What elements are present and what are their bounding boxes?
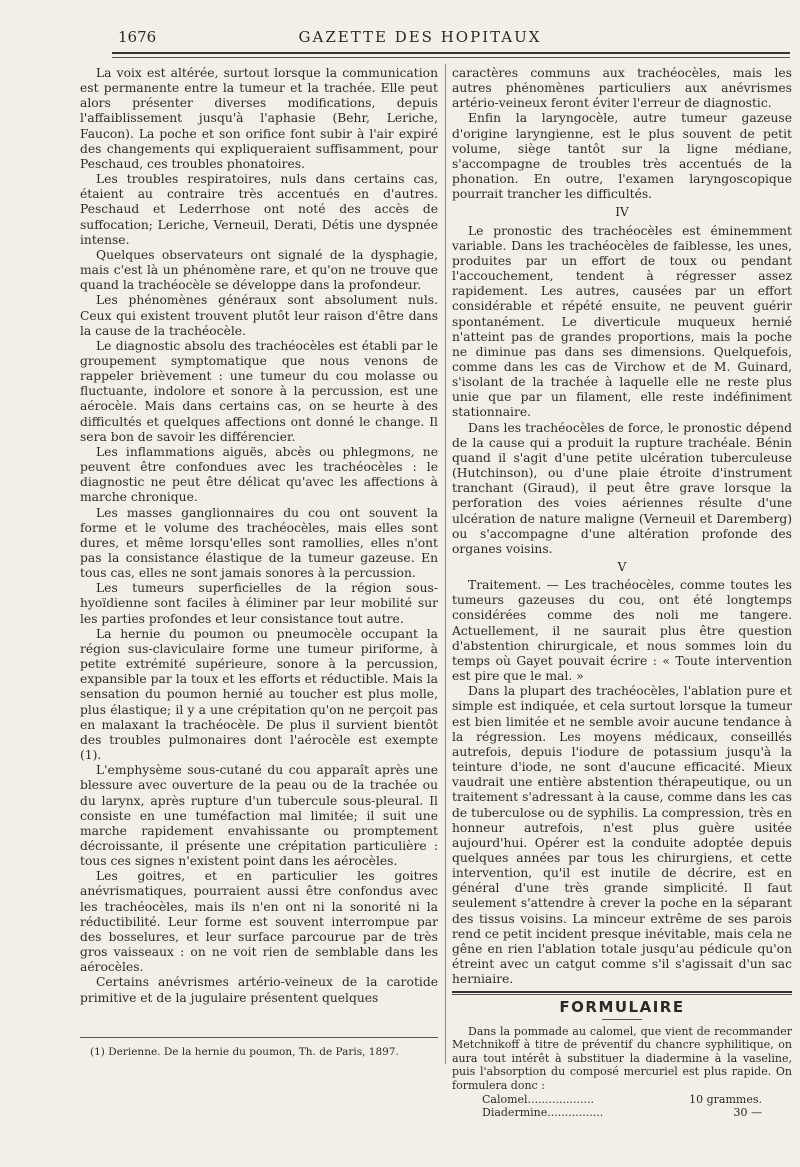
formulaire-underline (602, 1019, 642, 1020)
left-column (80, 66, 438, 1006)
header-rule (112, 52, 790, 54)
section-number-iv: IV (615, 205, 629, 220)
running-title: GAZETTE DES HOPITAUX (298, 28, 542, 46)
paragraph: Certains anévrismes artério-veineux de la carotide primitive et de la jugulaire présentent quelques (80, 975, 438, 1005)
ingredient-quantity: 10 grammes. (689, 1092, 762, 1106)
ingredient-name: Calomel................... (482, 1092, 595, 1106)
section-number-v: V (617, 560, 627, 574)
paragraph: Les inflammations aiguës, abcès ou phlegmons, ne peuvent être confondues avec les trachéocèles : le diagnostic ne peut être délicat qu'avec les affections à marche chronique. (80, 444, 438, 505)
paragraph: La voix est altérée, surtout lorsque la communication est permanente entre la tumeur et la trachée. Elle peut alors présenter diverses modifications, depuis l'affaiblissement jusqu'à l'aphasie (Behr, Leriche, Faucon). La poche et son orifice font subir à l'air expiré des changements qui expliqueraient suffisamment, pour Peschaud, ces troubles phonatoires. (80, 66, 438, 171)
prescription-item (452, 1093, 792, 1107)
paragraph: Les goitres, et en particulier les goitres anévrismatiques, pourraient aussi être confondus avec les trachéocèles, mais ils n'en ont ni la sonorité ni la réductibilité. Leur forme est souvent interrompue par des bosselures, et leur surface parcourue par de très gros vaisseaux : on ne voit rien de semblable dans les aérocèles. (80, 869, 438, 975)
footnote: (1) Derienne. De la hernie du poumon, Th. de Paris, 1897. (90, 1046, 399, 1058)
paragraph: Dans la plupart des trachéocèles, l'ablation pure et simple est indiquée, et cela surtout lorsque la tumeur est bien limitée et ne semble avoir aucune tendance à la régression. Les moyens médicaux, conseillés autrefois, depuis l'iodure de potassium jusqu'à la teinture d'iode, ne sont d'aucune efficacité. Mieux vaudrait une entière abstention thérapeutique, ou un traitement s'adressant à la cause, comme dans les cas de tuberculose ou de syphilis. La compression, très en honneur autrefois, n'est plus guère usitée aujourd'hui. Opérer est la conduite adoptée depuis quelques années par tous les chirurgiens, et cette intervention, qu'il est inutile de décrire, est en général d'une très grande simplicité. Il faut seulement s'attendre à crever la poche en la séparant des tissus voisins. La minceur extrême de ses parois rend ce petit incident presque inévitable, mais cela ne gêne en rien l'ablation totale jusqu'au pédicule qu'on étreint avec un catgut comme s'il s'agissait d'un sac herniaire. (452, 684, 792, 987)
paragraph: Les phénomènes généraux sont absolument nuls. Ceux qui existent trouvent plutôt leur raison d'être dans la cause de la trachéocèle. (80, 293, 438, 338)
paragraph: La hernie du poumon ou pneumocèle occupant la région sus-claviculaire forme une tumeur piriforme, à petite extrémité supérieure, sonore à la percussion, expansible par la toux et les efforts et réductible. Mais la sensation du poumon hernié au toucher est plus molle, plus élastique; il y a une crépitation qu'on ne perçoit pas en malaxant la trachéocèle. De plus il survient bientôt des troubles pulmonaires dont l'aérocèle est exempte (1). (80, 626, 438, 763)
paragraph: caractères communs aux trachéocèles, mais les autres phénomènes particuliers aux anévrismes artério-veineux feront éviter l'erreur de diagnostic. (452, 66, 792, 111)
paragraph: Dans les trachéocèles de force, le pronostic dépend de la cause qui a produit la rupture trachéale. Bénin quand il s'agit d'une petite ulcération tuberculeuse (Hutchinson), ou d'une plaie étroite d'instrument tranchant (Giraud), il peut être grave lorsque la perforation des voies aériennes résulte d'une ulcération de nature maligne (Verneuil et Daremberg) ou s'accompagne d'une altération profonde des organes voisins. (452, 420, 792, 556)
paragraph: L'emphysème sous-cutané du cou apparaît après une blessure avec ouverture de la peau ou de la trachée ou du larynx, après rupture d'un tubercule sous-pleural. Il consiste en une tuméfaction mal limitée; il suit une marche rapidement envahissante ou promptement décroissante, il présente une crépitation particulière : tous ces signes n'existent point dans les aérocèles. (80, 763, 438, 869)
formulaire-title: FORMULAIRE (559, 998, 685, 1017)
formulaire-text: Dans la pommade au calomel, que vient de recommander Metchnikoff à titre de préventif du chancre syphilitique, on aura tout intérêt à substituer la diadermine à la vaseline, puis l'absorption du composé mercuriel est plus rapide. On formulera donc : (452, 1024, 792, 1092)
paragraph: Traitement. — Les trachéocèles, comme toutes les tumeurs gazeuses du cou, ont été longtemps considérées comme des noli me tangere. Actuellement, il ne saurait plus être question d'abstention chirurgicale, et nous sommes loin du temps où Gayet pouvait écrire : « Toute intervention est pire que le mal. » (452, 578, 792, 684)
paragraph: Les masses ganglionnaires du cou ont souvent la forme et le volume des trachéocèles, mais elles sont dures, et même lorsqu'elles sont ramollies, elles n'ont pas la consistance élastique de la tumeur gazeuse. En tous cas, elles ne sont jamais sonores à la percussion. (80, 505, 438, 581)
paragraph: Les troubles respiratoires, nuls dans certains cas, étaient au contraire très accentués en d'autres. Peschaud et Lederrhose ont noté des accès de suffocation; Leriche, Verneuil, Derati, Détis une dyspnée intense. (80, 172, 438, 247)
formulaire-rule (452, 991, 792, 993)
paragraph: Le pronostic des trachéocèles est éminemment variable. Dans les trachéocèles de faiblesse, les unes, produites par un effort de toux ou pendant l'accouchement, tendent à régresser assez rapidement. Les autres, causées par un effort considérable et répété ensuite, ne peuvent guérir spontanément. Le diverticule muqueux hernié n'atteint pas de grandes proportions, mais la poche ne diminue pas dans ses dimensions. Quelquefois, comme dans les cas de Virchow et de M. Guinard, s'isolant de la trachée à laquelle elle ne reste plus unie que par un filament, elle reste indéfiniment stationnaire. (452, 223, 792, 420)
right-column (452, 66, 792, 1120)
header-rule-thin (112, 57, 790, 58)
paragraph: Le diagnostic absolu des trachéocèles est établi par le groupement symptomatique que nous venons de rappeler brièvement : une tumeur du cou molasse ou fluctuante, indolore et sonore à la percussion, est une aérocèle. Mais dans certains cas, on se heurte à des difficultés et quelques affections ont donné le change. Il sera bon de savoir les différencier. (80, 338, 438, 444)
footnote-rule (80, 1037, 438, 1038)
paragraph: Enfin la laryngocèle, autre tumeur gazeuse d'origine laryngienne, est le plus souvent de petit volume, siège tantôt sur la ligne médiane, s'accompagne de troubles très accentués de la phonation. En outre, l'examen laryngoscopique pourrait trancher les difficultés. (452, 111, 792, 202)
formulaire-rule-thin (452, 994, 792, 995)
paragraph: Les tumeurs superficielles de la région sous-hyoïdienne sont faciles à éliminer par leur mobilité sur les parties profondes et leur consistance tout autre. (80, 581, 438, 626)
ingredient-name: Diadermine................ (482, 1106, 604, 1120)
column-divider (445, 64, 446, 1064)
page-number: 1676 (118, 28, 157, 46)
prescription-item (452, 1106, 792, 1120)
paragraph: Quelques observateurs ont signalé de la dysphagie, mais c'est là un phénomène rare, et qu'on ne trouve que quand la trachéocèle se développe dans la profondeur. (80, 247, 438, 293)
ingredient-quantity: 30 — (733, 1106, 762, 1120)
